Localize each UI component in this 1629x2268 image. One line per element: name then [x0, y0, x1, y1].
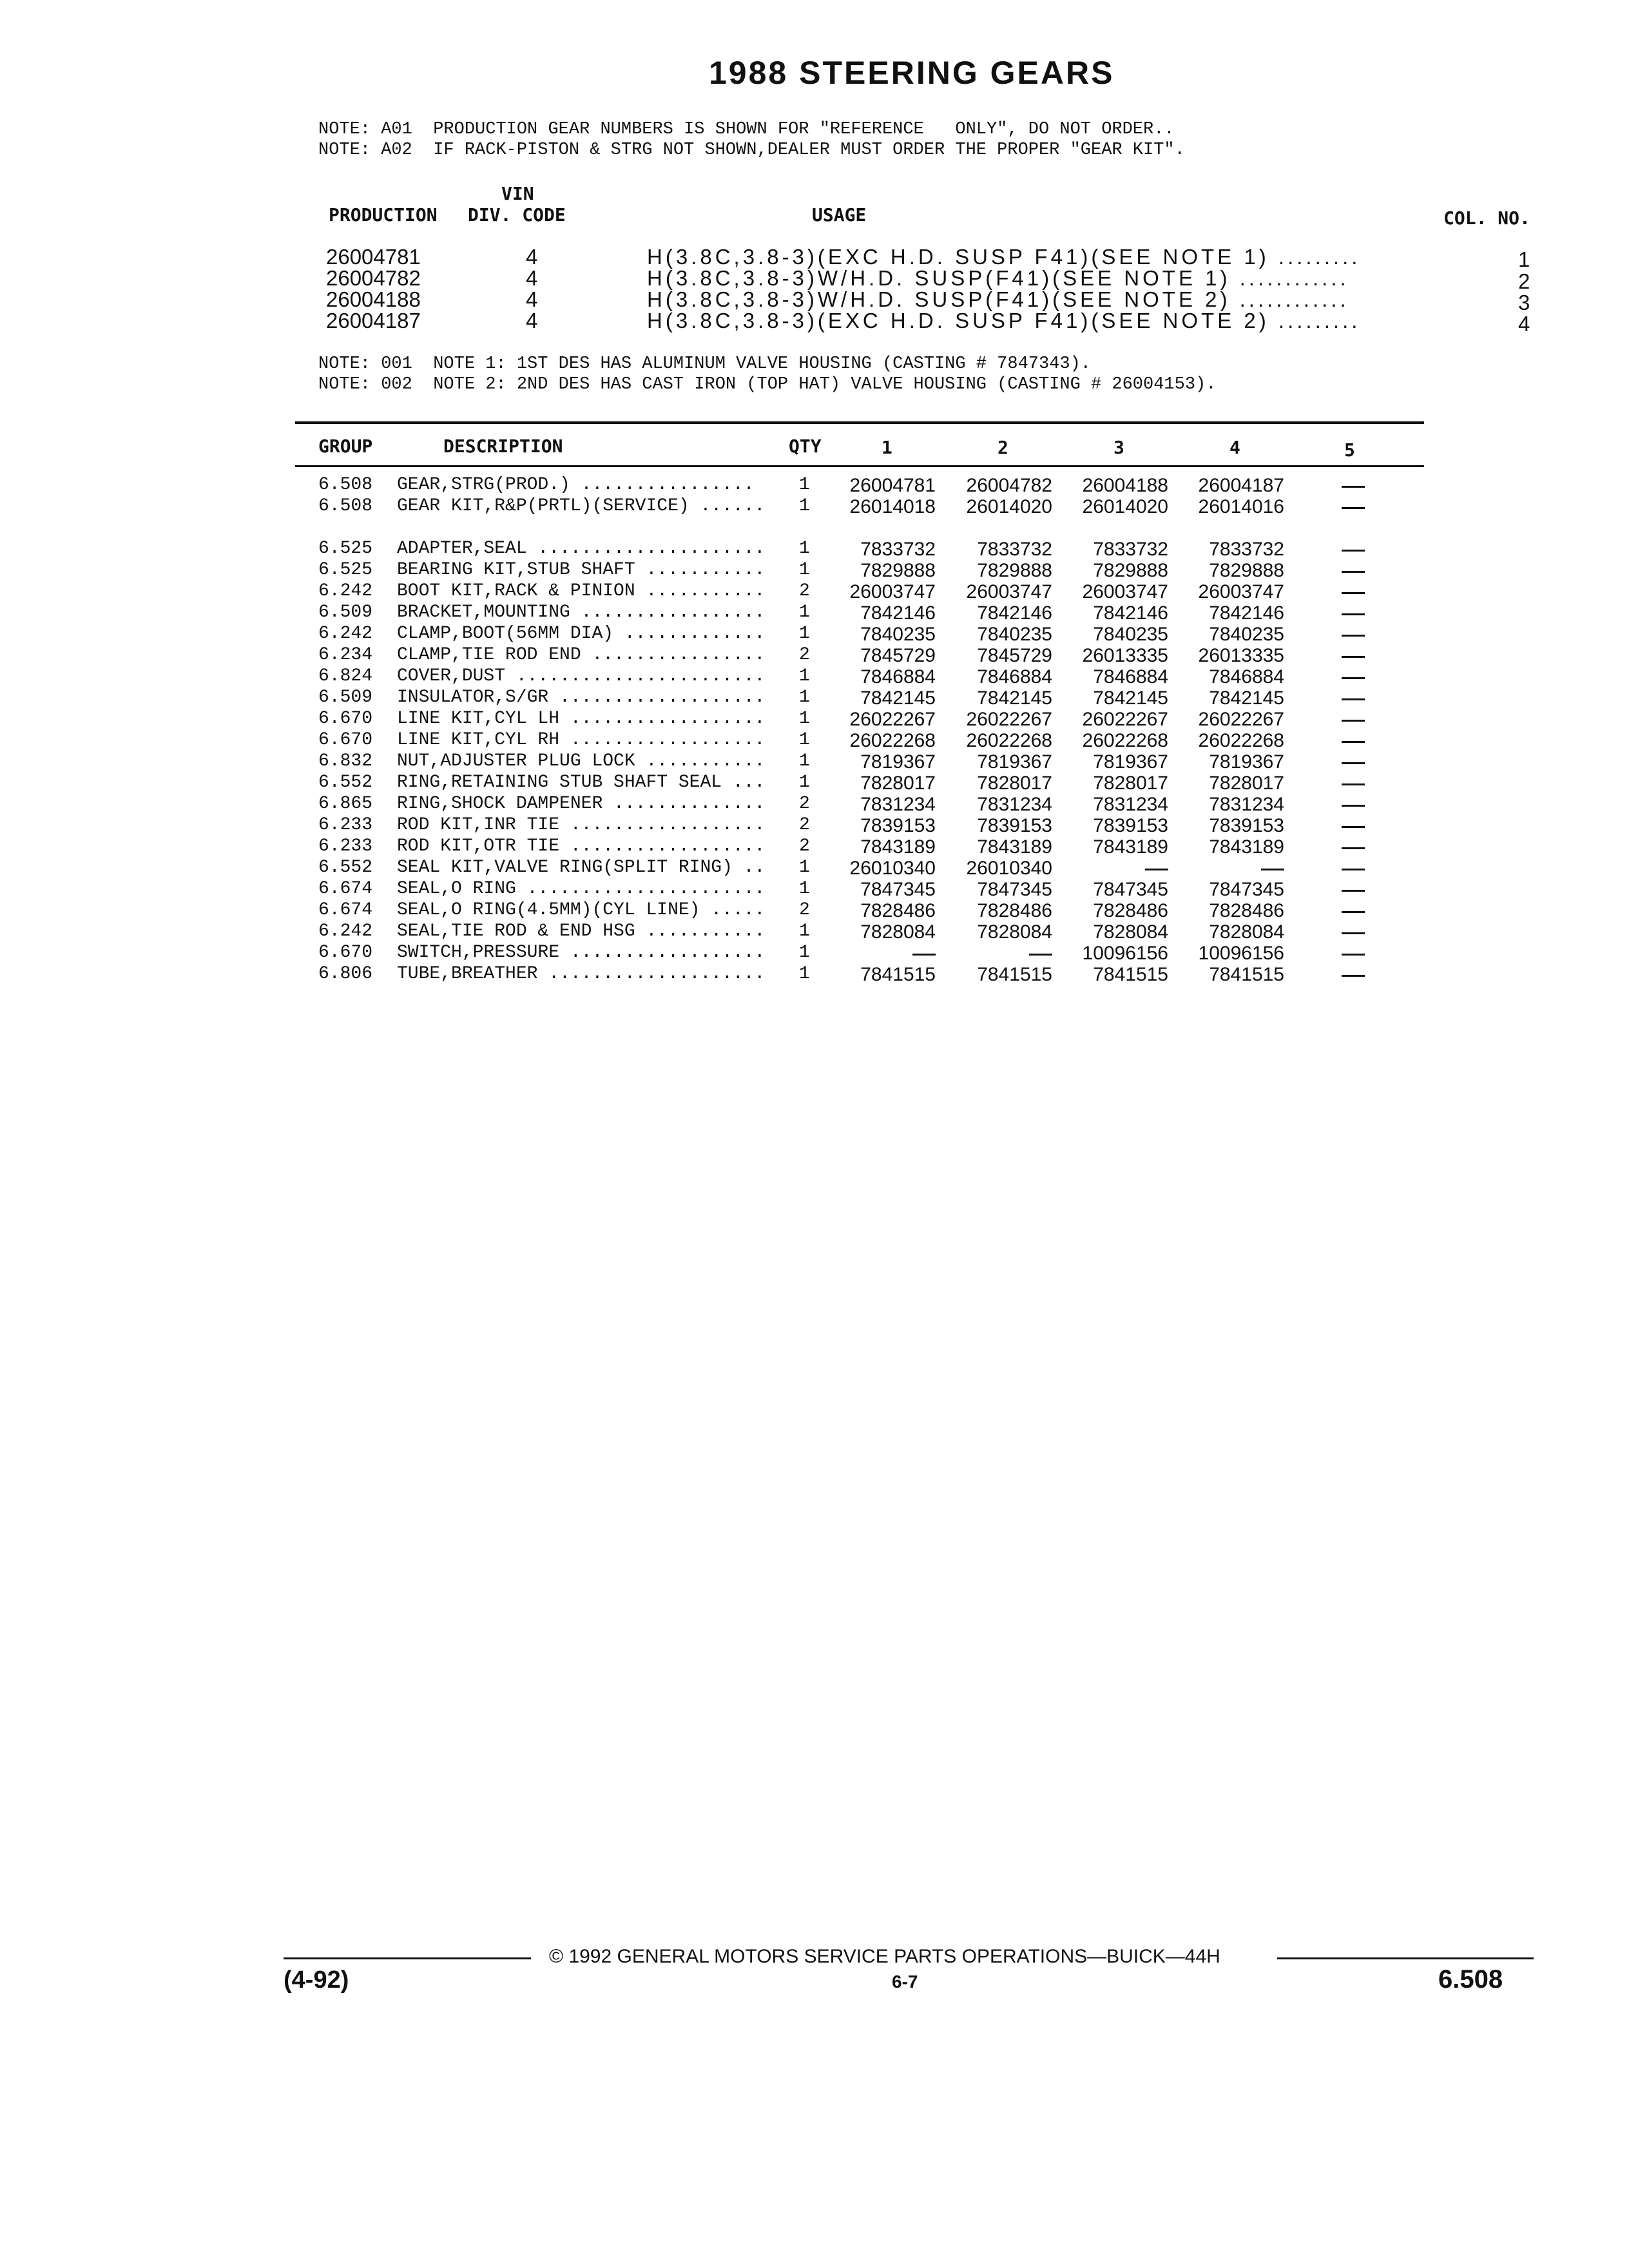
part-number-col-1: 7833732: [860, 539, 936, 560]
dash-mark: [1342, 890, 1365, 892]
table-row: [0, 943, 1629, 964]
table-row: [0, 751, 1629, 773]
part-number-col-5: [1342, 666, 1367, 688]
part-description: ADAPTER,SEAL .....................: [397, 539, 766, 559]
table-row: [0, 964, 1629, 985]
usage-text: H(3.8C,3.8-3)W/H.D. SUSP(F41)(SEE NOTE 2) ............: [647, 287, 1349, 311]
part-qty: 2: [799, 645, 810, 665]
part-description: LINE KIT,CYL LH ..................: [397, 709, 766, 729]
part-number-col-5: [1342, 560, 1367, 582]
part-number-col-4: 7828084: [1209, 921, 1284, 943]
part-number-col-4: 7847345: [1209, 879, 1284, 900]
production-header: PRODUCTION: [329, 204, 438, 226]
part-qty: 1: [799, 560, 810, 580]
part-number-col-2: 26003747: [966, 581, 1052, 602]
part-number-col-4: 7833732: [1209, 539, 1284, 560]
part-number-col-5: [1342, 602, 1367, 624]
dash-mark: [1342, 762, 1365, 764]
part-number-col-5: [1342, 943, 1367, 965]
part-group: 6.674: [318, 879, 373, 899]
part-description: BOOT KIT,RACK & PINION ...........: [397, 581, 766, 601]
dash-mark: [1342, 869, 1365, 870]
part-qty: 2: [799, 581, 810, 601]
part-number-col-2: 7841515: [977, 964, 1052, 985]
part-group: 6.674: [318, 900, 373, 920]
part-number-col-4: 26003747: [1198, 581, 1284, 602]
part-number-col-1: 26022268: [849, 730, 936, 751]
note-002: NOTE: 002 NOTE 2: 2ND DES HAS CAST IRON (TOP HAT) VALVE HOUSING (CASTING # 26004153).: [318, 375, 1217, 394]
part-number-col-3: 7843189: [1093, 836, 1168, 858]
dash-mark: [1342, 911, 1365, 913]
part-qty: 1: [799, 602, 810, 622]
part-number-col-1: 26004781: [849, 475, 936, 496]
table-header-rule: [295, 465, 1424, 467]
part-qty: 2: [799, 815, 810, 835]
part-qty: 1: [799, 496, 810, 516]
part-number-col-5: [1342, 709, 1367, 731]
dash-mark: [1342, 698, 1365, 700]
part-number-col-1: 7831234: [860, 794, 936, 815]
part-qty: 1: [799, 858, 810, 878]
footer-rule-right: [1277, 1957, 1534, 1959]
table-row: [0, 560, 1629, 581]
footer-section: 6.508: [1438, 1965, 1503, 1994]
part-description: ROD KIT,OTR TIE ..................: [397, 836, 766, 856]
table-row: [0, 836, 1629, 858]
part-number-col-3: 7840235: [1093, 624, 1168, 645]
part-number-col-4: 7828486: [1209, 900, 1284, 921]
part-group: 6.233: [318, 836, 373, 856]
part-number-col-2: 26010340: [966, 858, 1052, 879]
dash-mark: [1342, 613, 1365, 615]
part-group: 6.552: [318, 858, 373, 878]
part-description: CLAMP,BOOT(56MM DIA) .............: [397, 624, 766, 644]
part-number-col-5: [1342, 475, 1367, 497]
part-number-col-4: 7840235: [1209, 624, 1284, 645]
part-number-col-5: [1342, 964, 1367, 986]
dash-mark: [1342, 847, 1365, 849]
usage-production: 26004188: [326, 287, 421, 311]
usage-production: 26004187: [326, 309, 421, 332]
part-number-col-4: 7839153: [1209, 815, 1284, 836]
part-number-col-3: 10096156: [1082, 943, 1168, 964]
table-row: [0, 921, 1629, 943]
usage-div: 4: [526, 245, 538, 269]
part-number-col-5: [1342, 730, 1367, 752]
table-row: [0, 794, 1629, 815]
part-qty: 1: [799, 709, 810, 729]
part-number-col-1: 7840235: [860, 624, 936, 645]
col-2-header: 2: [998, 437, 1008, 458]
part-group: 6.806: [318, 964, 373, 984]
part-number-col-4: 7819367: [1209, 751, 1284, 773]
part-description: CLAMP,TIE ROD END ................: [397, 645, 766, 665]
part-number-col-2: 7831234: [977, 794, 1052, 815]
part-description: INSULATOR,S/GR ...................: [397, 687, 766, 707]
part-qty: 1: [799, 943, 810, 963]
table-row: [0, 879, 1629, 900]
usage-div: 4: [526, 309, 538, 332]
part-number-col-1: 7842146: [860, 602, 936, 624]
part-number-col-3: 7828486: [1093, 900, 1168, 921]
part-number-col-2: 26022268: [966, 730, 1052, 751]
part-group: 6.824: [318, 666, 373, 686]
part-description: GEAR KIT,R&P(PRTL)(SERVICE) ......: [397, 496, 766, 516]
part-description: COVER,DUST .......................: [397, 666, 766, 686]
usage-production: 26004782: [326, 266, 421, 290]
part-group: 6.865: [318, 794, 373, 814]
part-number-col-3: 7833732: [1093, 539, 1168, 560]
part-number-col-1: 26014018: [849, 496, 936, 517]
part-group: 6.670: [318, 709, 373, 729]
part-number-col-2: 7833732: [977, 539, 1052, 560]
dash-mark: [1342, 741, 1365, 743]
usage-production: 26004781: [326, 245, 421, 269]
part-number-col-5: [1342, 581, 1367, 603]
vin-header: VIN: [501, 183, 534, 204]
part-group: 6.233: [318, 815, 373, 835]
part-description: GEAR,STRG(PROD.) ................: [397, 475, 755, 495]
part-number-col-5: [1342, 687, 1367, 709]
part-number-col-4: 26014016: [1198, 496, 1284, 517]
part-number-col-2: 7828017: [977, 773, 1052, 794]
part-group: 6.670: [318, 943, 373, 963]
part-number-col-1: 7828017: [860, 773, 936, 794]
col-5-header: 5: [1344, 439, 1355, 461]
table-row: [0, 773, 1629, 794]
usage-header: USAGE: [812, 204, 867, 226]
part-number-col-1: 7847345: [860, 879, 936, 900]
part-qty: 2: [799, 836, 810, 856]
part-number-col-2: 7843189: [977, 836, 1052, 858]
part-number-col-4: 7842146: [1209, 602, 1284, 624]
part-qty: 1: [799, 879, 810, 899]
part-number-col-5: [1342, 921, 1367, 943]
part-number-col-2: 7847345: [977, 879, 1052, 900]
page-title: 1988 STEERING GEARS: [709, 55, 1115, 91]
part-group: 6.552: [318, 773, 373, 793]
part-number-col-1: 26022267: [849, 709, 936, 730]
dash-mark: [1342, 550, 1365, 552]
table-row: [0, 581, 1629, 602]
table-row: [0, 858, 1629, 879]
usage-div: 4: [526, 287, 538, 311]
group-header: GROUP: [318, 436, 373, 457]
note-a01: NOTE: A01 PRODUCTION GEAR NUMBERS IS SHOWN FOR "REFERENCE ONLY", DO NOT ORDER..: [318, 120, 1175, 139]
part-group: 6.508: [318, 475, 373, 495]
part-number-col-3: 7829888: [1093, 560, 1168, 581]
col-no-header: COL. NO.: [1443, 207, 1530, 229]
table-row: [0, 602, 1629, 624]
part-number-col-5: [1342, 900, 1367, 922]
part-number-col-2: 7828486: [977, 900, 1052, 921]
table-row: [0, 815, 1629, 836]
dash-mark: [1342, 507, 1365, 509]
part-number-col-2: [930, 943, 1052, 965]
dash-mark: [1342, 486, 1365, 488]
table-row: [0, 645, 1629, 666]
usage-text: H(3.8C,3.8-3)(EXC H.D. SUSP F41)(SEE NOTE 2) .........: [647, 309, 1361, 332]
part-number-col-4: 26022267: [1198, 709, 1284, 730]
part-group: 6.242: [318, 624, 373, 644]
usage-text: H(3.8C,3.8-3)W/H.D. SUSP(F41)(SEE NOTE 1) ............: [647, 266, 1349, 290]
table-row: [0, 730, 1629, 751]
table-row: [0, 666, 1629, 687]
description-header: DESCRIPTION: [443, 436, 563, 457]
usage-col: 2: [1518, 269, 1530, 293]
part-number-col-1: 7845729: [860, 645, 936, 666]
dash-mark: [1342, 975, 1365, 977]
part-number-col-1: 7828084: [860, 921, 936, 943]
part-number-col-1: 7819367: [860, 751, 936, 773]
part-description: SWITCH,PRESSURE ..................: [397, 943, 766, 963]
part-description: BEARING KIT,STUB SHAFT ...........: [397, 560, 766, 580]
part-number-col-5: [1342, 751, 1367, 773]
part-group: 6.508: [318, 496, 373, 516]
footer-page-number: 6-7: [892, 1972, 918, 1992]
note-a02: NOTE: A02 IF RACK-PISTON & STRG NOT SHOWN,DEALER MUST ORDER THE PROPER "GEAR KIT".: [318, 140, 1185, 160]
part-number-col-5: [1342, 794, 1367, 816]
part-number-col-4: 7829888: [1209, 560, 1284, 581]
part-group: 6.509: [318, 687, 373, 707]
part-number-col-1: 7841515: [860, 964, 936, 985]
part-number-col-2: 7828084: [977, 921, 1052, 943]
part-group: 6.242: [318, 921, 373, 941]
part-number-col-4: 7841515: [1209, 964, 1284, 985]
div-code-header: DIV. CODE: [468, 204, 566, 226]
dash-mark: [1342, 656, 1365, 658]
part-qty: 2: [799, 900, 810, 920]
part-number-col-1: 7846884: [860, 666, 936, 687]
part-number-col-4: 26004187: [1198, 475, 1284, 496]
part-number-col-5: [1342, 815, 1367, 837]
part-number-col-2: 7829888: [977, 560, 1052, 581]
part-description: SEAL,TIE ROD & END HSG ...........: [397, 921, 766, 941]
part-group: 6.670: [318, 730, 373, 750]
part-number-col-1: [813, 943, 936, 965]
part-number-col-3: 7819367: [1093, 751, 1168, 773]
table-row: [0, 496, 1629, 517]
table-row: [0, 475, 1629, 496]
part-group: 6.832: [318, 751, 373, 771]
part-number-col-5: [1342, 858, 1367, 879]
part-number-col-2: 7840235: [977, 624, 1052, 645]
table-top-rule: [295, 421, 1424, 424]
dash-mark: [1342, 954, 1365, 956]
dash-mark: [1342, 592, 1365, 594]
part-group: 6.525: [318, 539, 373, 559]
part-number-col-5: [1342, 539, 1367, 561]
part-description: RING,RETAINING STUB SHAFT SEAL ...: [397, 773, 766, 793]
part-qty: 2: [799, 794, 810, 814]
dash-mark: [1342, 635, 1365, 637]
part-number-col-5: [1342, 879, 1367, 901]
dash-mark: [1342, 805, 1365, 807]
part-qty: 1: [799, 666, 810, 686]
part-number-col-1: 7842145: [860, 687, 936, 709]
part-number-col-3: [1046, 858, 1168, 879]
part-qty: 1: [799, 921, 810, 941]
table-row: [0, 624, 1629, 645]
part-number-col-3: 26003747: [1082, 581, 1168, 602]
part-group: 6.509: [318, 602, 373, 622]
part-number-col-4: [1162, 858, 1284, 879]
part-number-col-2: 7842146: [977, 602, 1052, 624]
part-number-col-2: 26014020: [966, 496, 1052, 517]
part-description: SEAL,O RING ......................: [397, 879, 766, 899]
part-number-col-1: 7829888: [860, 560, 936, 581]
part-qty: 1: [799, 964, 810, 984]
part-number-col-3: 7841515: [1093, 964, 1168, 985]
qty-header: QTY: [789, 436, 822, 457]
part-description: NUT,ADJUSTER PLUG LOCK ...........: [397, 751, 766, 771]
part-qty: 1: [799, 751, 810, 771]
part-qty: 1: [799, 773, 810, 793]
footer-date: (4-92): [284, 1966, 349, 1994]
part-number-col-1: 26003747: [849, 581, 936, 602]
dash-mark: [1342, 932, 1365, 934]
usage-col: 3: [1518, 291, 1530, 314]
part-number-col-3: 26022267: [1082, 709, 1168, 730]
part-number-col-5: [1342, 645, 1367, 667]
usage-col: 1: [1518, 247, 1530, 271]
part-number-col-3: 26004188: [1082, 475, 1168, 496]
part-number-col-4: 7842145: [1209, 687, 1284, 709]
dash-mark: [1342, 826, 1365, 828]
dash-mark: [1342, 677, 1365, 679]
part-qty: 1: [799, 730, 810, 750]
part-number-col-2: 7845729: [977, 645, 1052, 666]
part-number-col-4: 7831234: [1209, 794, 1284, 815]
table-row: [0, 539, 1629, 560]
part-number-col-2: 7842145: [977, 687, 1052, 709]
footer-copyright: © 1992 GENERAL MOTORS SERVICE PARTS OPERATIONS—BUICK—44H: [549, 1946, 1220, 1967]
table-row: [0, 687, 1629, 709]
part-number-col-1: 26010340: [849, 858, 936, 879]
part-group: 6.234: [318, 645, 373, 665]
dash-mark: [1342, 720, 1365, 722]
part-number-col-4: 7846884: [1209, 666, 1284, 687]
usage-col: 4: [1518, 312, 1530, 336]
part-description: LINE KIT,CYL RH ..................: [397, 730, 766, 750]
col-1-header: 1: [882, 437, 892, 458]
part-number-col-3: 7839153: [1093, 815, 1168, 836]
col-4-header: 4: [1229, 437, 1240, 458]
part-description: SEAL KIT,VALVE RING(SPLIT RING) ..: [397, 858, 766, 878]
part-description: ROD KIT,INR TIE ..................: [397, 815, 766, 835]
part-number-col-2: 7819367: [977, 751, 1052, 773]
part-qty: 1: [799, 539, 810, 559]
part-number-col-4: 7828017: [1209, 773, 1284, 794]
usage-text: H(3.8C,3.8-3)(EXC H.D. SUSP F41)(SEE NOTE 1) .........: [647, 245, 1361, 269]
dash-mark: [1261, 869, 1284, 870]
part-number-col-5: [1342, 624, 1367, 646]
part-qty: 1: [799, 624, 810, 644]
part-number-col-3: 7828017: [1093, 773, 1168, 794]
part-group: 6.525: [318, 560, 373, 580]
part-number-col-3: 26014020: [1082, 496, 1168, 517]
usage-div: 4: [526, 266, 538, 290]
part-number-col-1: 7828486: [860, 900, 936, 921]
note-001: NOTE: 001 NOTE 1: 1ST DES HAS ALUMINUM VALVE HOUSING (CASTING # 7847343).: [318, 354, 1091, 374]
part-group: 6.242: [318, 581, 373, 601]
part-number-col-3: 26013335: [1082, 645, 1168, 666]
part-number-col-4: 10096156: [1198, 943, 1284, 964]
part-number-col-5: [1342, 773, 1367, 794]
part-number-col-1: 7843189: [860, 836, 936, 858]
part-number-col-2: 7846884: [977, 666, 1052, 687]
dash-mark: [1342, 571, 1365, 573]
part-number-col-2: 26022267: [966, 709, 1052, 730]
part-description: RING,SHOCK DAMPENER ..............: [397, 794, 766, 814]
dash-mark: [1342, 783, 1365, 785]
part-number-col-4: 26022268: [1198, 730, 1284, 751]
part-number-col-1: 7839153: [860, 815, 936, 836]
part-number-col-3: 7846884: [1093, 666, 1168, 687]
part-number-col-3: 7831234: [1093, 794, 1168, 815]
part-number-col-3: 26022268: [1082, 730, 1168, 751]
part-number-col-3: 7847345: [1093, 879, 1168, 900]
part-number-col-2: 26004782: [966, 475, 1052, 496]
part-number-col-5: [1342, 496, 1367, 518]
part-number-col-2: 7839153: [977, 815, 1052, 836]
part-number-col-3: 7842146: [1093, 602, 1168, 624]
part-number-col-4: 7843189: [1209, 836, 1284, 858]
part-description: BRACKET,MOUNTING .................: [397, 602, 766, 622]
part-number-col-3: 7842145: [1093, 687, 1168, 709]
col-3-header: 3: [1113, 437, 1124, 458]
table-row: [0, 900, 1629, 921]
part-number-col-4: 26013335: [1198, 645, 1284, 666]
table-row: [0, 709, 1629, 730]
part-number-col-5: [1342, 836, 1367, 858]
part-description: TUBE,BREATHER ....................: [397, 964, 766, 984]
footer-rule-left: [284, 1957, 531, 1959]
part-qty: 1: [799, 475, 810, 495]
part-number-col-3: 7828084: [1093, 921, 1168, 943]
part-description: SEAL,O RING(4.5MM)(CYL LINE) .....: [397, 900, 766, 920]
part-qty: 1: [799, 687, 810, 707]
